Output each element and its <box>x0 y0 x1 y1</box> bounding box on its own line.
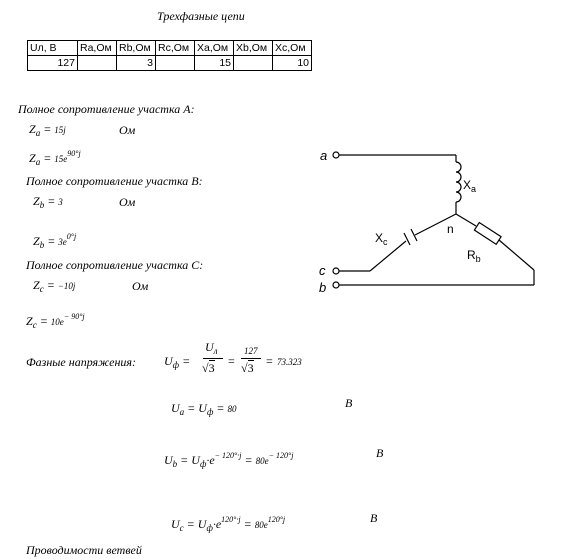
capacitor-plate <box>404 233 410 245</box>
zc-rect-formula: $Z_c = -10j$ <box>33 278 76 294</box>
uf-symbol: $U_ф$ = <box>164 354 191 370</box>
uc-formula: $U_c = U_ф\cdot e^{120^\circ\cdot j} = 80e^{120^\circ j}$ <box>171 515 286 533</box>
zc-rect-value: −10j <box>57 281 76 291</box>
uc-result-power: 120°j <box>267 515 286 524</box>
wire <box>370 241 406 271</box>
fraction-bar <box>203 358 223 359</box>
ub-result-power: − 120°j <box>268 451 294 460</box>
ul-numerator: $U_л$ <box>205 340 218 356</box>
unit-volt: В <box>376 446 384 460</box>
zb-exp-power: 0°j <box>66 232 77 241</box>
za-exp-formula: $Z_a = 15e^{90^\circ j}$ <box>29 149 81 167</box>
za-exp-base: 15e <box>54 154 68 164</box>
zb-rect-value: 3 <box>58 197 63 207</box>
ua-value: 80 <box>227 404 237 414</box>
section-a-heading: Полное сопротивление участка А: <box>18 102 195 116</box>
ub-formula: $U_b = U_ф\cdot e^{- 120^\circ\cdot j} = 80e^{- 120^\circ j}$ <box>164 451 294 469</box>
za-exp-power: 90°j <box>67 149 81 158</box>
terminal-a <box>333 152 339 158</box>
ua-formula: $U_a = U_ф = 80$ <box>171 401 237 417</box>
inductor-xa <box>456 162 461 202</box>
node-b-label: b <box>319 280 327 295</box>
table-header-cell: Xb,Ом <box>234 41 273 56</box>
section-c-heading: Полное сопротивление участка С: <box>26 258 204 272</box>
table-header-cell: Uл, В <box>28 41 78 56</box>
sqrt3-denominator: √3 <box>202 361 215 375</box>
unit-volt: В <box>345 396 353 410</box>
zc-exp-formula: $Z_c = 10e^{- 90^\circ j}$ <box>26 312 85 330</box>
node-n-label: n <box>447 222 454 236</box>
n127-numerator: 127 <box>244 346 258 356</box>
wire <box>499 240 534 270</box>
equals-sign: = <box>228 354 235 368</box>
page-title: Трехфазные цепи <box>157 9 245 23</box>
xc-label: $X_c$ <box>375 231 388 247</box>
sqrt3-denominator: √3 <box>241 361 254 375</box>
zb-exp-base: 3e <box>58 237 67 247</box>
table-header-cell: Rc,Ом <box>156 41 195 56</box>
ub-result-base: 80e <box>255 456 269 466</box>
table-header-cell: Ra,Ом <box>78 41 117 56</box>
table-header-row <box>28 41 312 56</box>
wire <box>456 214 476 226</box>
terminal-b <box>333 282 339 288</box>
phase-voltages-label: Фазные напряжения: <box>26 355 136 369</box>
zb-rect-formula: $Z_b = 3$ <box>33 194 63 210</box>
zb-exp-formula: $Z_b = 3e^{0^\circ j}$ <box>33 232 77 250</box>
zc-exp-base: 10e <box>50 317 64 327</box>
table-header-cell: Xa,Ом <box>195 41 234 56</box>
table-header-cell: Rb,Ом <box>117 41 156 56</box>
table-cell: 10 <box>273 56 312 71</box>
table-cell <box>156 56 195 71</box>
node-a-label: a <box>320 148 328 163</box>
table-cell: 3 <box>117 56 156 71</box>
table-cell <box>234 56 273 71</box>
uf-value: 73.323 <box>277 357 302 367</box>
zc-exp-power: − 90°j <box>63 312 85 321</box>
xa-label: $X_a$ <box>463 178 477 194</box>
resistor-rb <box>474 223 501 245</box>
za-rect-formula: $Z_a = 15j$ <box>29 122 66 138</box>
unit-ohm: Ом <box>132 279 149 293</box>
section-b-heading: Полное сопротивление участка В: <box>26 174 203 188</box>
uc-result-base: 80e <box>254 520 268 530</box>
circuit-diagram <box>318 142 548 302</box>
node-c-label: c <box>319 263 326 278</box>
parameters-table <box>27 40 312 71</box>
table-cell <box>78 56 117 71</box>
ub-exp-power: − 120°·j <box>214 451 242 460</box>
table-cell: 15 <box>195 56 234 71</box>
branch-conductances-heading: Проводимости ветвей <box>26 543 142 557</box>
table-header-cell: Xc,Ом <box>273 41 312 56</box>
table-row <box>28 56 312 71</box>
terminal-c <box>333 268 339 274</box>
unit-volt: В <box>370 511 378 525</box>
uc-exp-power: 120°·j <box>221 515 241 524</box>
fraction-bar <box>241 358 261 359</box>
unit-ohm: Ом <box>119 195 136 209</box>
rb-label: $R_b$ <box>467 248 481 264</box>
table-cell: 127 <box>28 56 78 71</box>
za-rect-value: 15j <box>54 125 66 135</box>
equals-sign: = <box>266 354 273 368</box>
unit-ohm: Ом <box>119 123 136 137</box>
